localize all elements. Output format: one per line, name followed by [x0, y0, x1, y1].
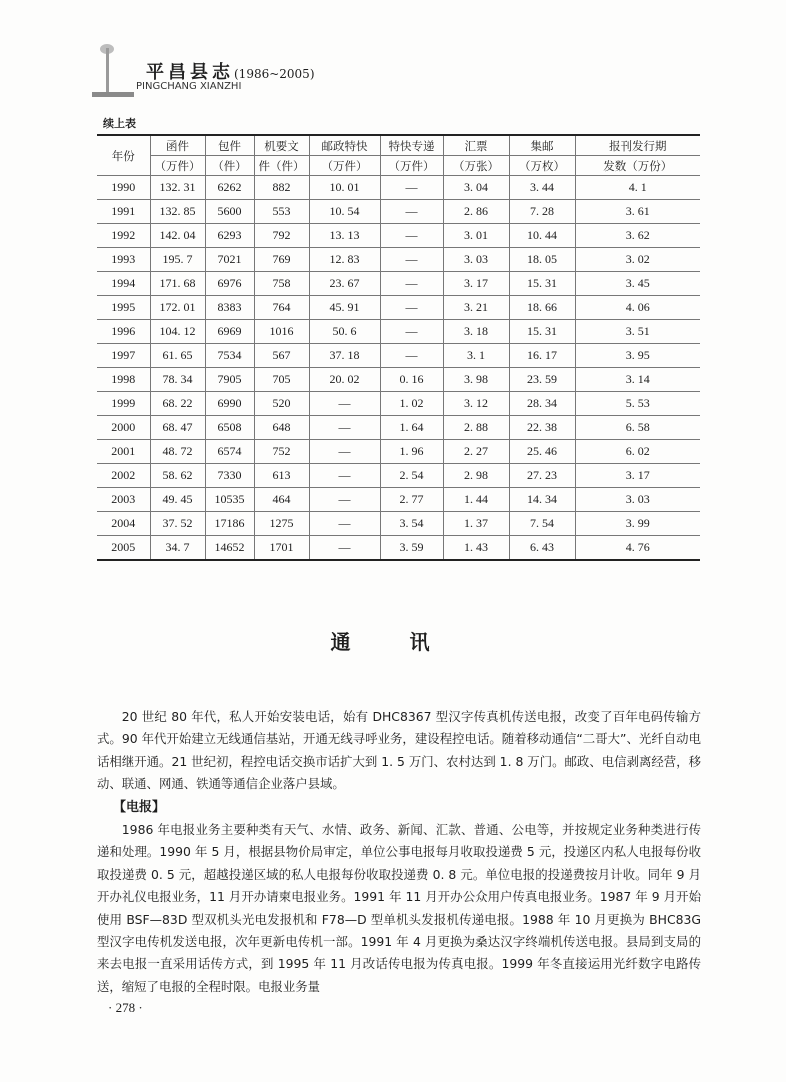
value-cell: 34. 7: [150, 536, 205, 561]
value-cell: 3. 45: [575, 272, 700, 296]
page-number: · 278 ·: [108, 1000, 143, 1015]
value-cell: —: [309, 464, 380, 488]
value-cell: 48. 72: [150, 440, 205, 464]
value-cell: 7021: [205, 248, 254, 272]
value-cell: 22. 38: [509, 416, 575, 440]
value-cell: 13. 13: [309, 224, 380, 248]
value-cell: —: [380, 272, 443, 296]
year-cell: 2004: [97, 512, 150, 536]
value-cell: 6574: [205, 440, 254, 464]
value-cell: 6. 58: [575, 416, 700, 440]
value-cell: 2. 27: [443, 440, 509, 464]
value-cell: 3. 95: [575, 344, 700, 368]
postal-statistics-table: [97, 134, 700, 561]
header-unit: 件（件）: [254, 156, 309, 176]
table-row: [97, 536, 700, 561]
value-cell: 882: [254, 176, 309, 200]
value-cell: 68. 22: [150, 392, 205, 416]
value-cell: 10. 01: [309, 176, 380, 200]
value-cell: 1. 02: [380, 392, 443, 416]
year-cell: 2001: [97, 440, 150, 464]
value-cell: 648: [254, 416, 309, 440]
value-cell: 4. 76: [575, 536, 700, 561]
value-cell: 3. 04: [443, 176, 509, 200]
value-cell: 6262: [205, 176, 254, 200]
value-cell: 23. 59: [509, 368, 575, 392]
value-cell: —: [309, 488, 380, 512]
value-cell: 15. 31: [509, 272, 575, 296]
value-cell: 6990: [205, 392, 254, 416]
value-cell: 10. 44: [509, 224, 575, 248]
book-years: (1986~2005): [234, 67, 315, 81]
table-row: [97, 488, 700, 512]
header-cell: 包件: [205, 135, 254, 156]
value-cell: —: [380, 344, 443, 368]
value-cell: 3. 21: [443, 296, 509, 320]
value-cell: 6976: [205, 272, 254, 296]
table-row: [97, 176, 700, 200]
table-row: [97, 248, 700, 272]
value-cell: 6293: [205, 224, 254, 248]
value-cell: 3. 54: [380, 512, 443, 536]
value-cell: 0. 16: [380, 368, 443, 392]
value-cell: 45. 91: [309, 296, 380, 320]
value-cell: 3. 44: [509, 176, 575, 200]
value-cell: 18. 66: [509, 296, 575, 320]
header-cell: 机要文: [254, 135, 309, 156]
value-cell: 7534: [205, 344, 254, 368]
value-cell: 78. 34: [150, 368, 205, 392]
header-cell: 集邮: [509, 135, 575, 156]
value-cell: 613: [254, 464, 309, 488]
value-cell: 15. 31: [509, 320, 575, 344]
value-cell: 16. 17: [509, 344, 575, 368]
year-cell: 1999: [97, 392, 150, 416]
value-cell: 1. 44: [443, 488, 509, 512]
value-cell: —: [380, 176, 443, 200]
value-cell: 3. 02: [575, 248, 700, 272]
year-cell: 2002: [97, 464, 150, 488]
table-row: [97, 224, 700, 248]
intro-text: 20 世纪 80 年代，私人开始安装电话，始有 DHC8367 型汉字传真机传送电报，改变了百年电码传输方式。90 年代开始建立无线通信基站，开通无线寻呼业务，建设程控电话。随着移动通信“二哥大”、光纤自动电话相继开通。21 世纪初，程控电话交换市话扩大到 1. 5 万门、农村达到 1. 8 万门。邮政、电信剥离经营，移动、联通、网通、铁通等通信企业落户县域。: [97, 709, 701, 792]
value-cell: 3. 17: [575, 464, 700, 488]
value-cell: 18. 05: [509, 248, 575, 272]
year-cell: 1992: [97, 224, 150, 248]
value-cell: 6. 43: [509, 536, 575, 561]
table-row: [97, 344, 700, 368]
table-row: [97, 440, 700, 464]
value-cell: 7. 54: [509, 512, 575, 536]
telegraph-paragraph: [97, 819, 701, 998]
year-cell: 1995: [97, 296, 150, 320]
year-cell: 2000: [97, 416, 150, 440]
header-unit: 发数（万份）: [575, 156, 700, 176]
value-cell: 1. 96: [380, 440, 443, 464]
value-cell: 1. 37: [443, 512, 509, 536]
header-unit: （万张）: [443, 156, 509, 176]
table-row: [97, 368, 700, 392]
value-cell: 6508: [205, 416, 254, 440]
table-caption: 续上表: [103, 117, 136, 130]
value-cell: 764: [254, 296, 309, 320]
table-row: [97, 392, 700, 416]
value-cell: 7. 28: [509, 200, 575, 224]
year-cell: 1991: [97, 200, 150, 224]
value-cell: —: [380, 296, 443, 320]
value-cell: 3. 14: [575, 368, 700, 392]
value-cell: 1016: [254, 320, 309, 344]
header-unit: （万枚）: [509, 156, 575, 176]
table-row: [97, 512, 700, 536]
value-cell: —: [380, 320, 443, 344]
logo-icon: [92, 40, 134, 96]
value-cell: 792: [254, 224, 309, 248]
value-cell: 3. 01: [443, 224, 509, 248]
year-cell: 2005: [97, 536, 150, 561]
value-cell: —: [309, 536, 380, 561]
header-cell: 特快专递: [380, 135, 443, 156]
value-cell: 3. 18: [443, 320, 509, 344]
table-header-row: [97, 156, 700, 176]
value-cell: 27. 23: [509, 464, 575, 488]
value-cell: 50. 6: [309, 320, 380, 344]
value-cell: 8383: [205, 296, 254, 320]
value-cell: 3. 98: [443, 368, 509, 392]
value-cell: 23. 67: [309, 272, 380, 296]
value-cell: 705: [254, 368, 309, 392]
value-cell: —: [380, 224, 443, 248]
value-cell: 25. 46: [509, 440, 575, 464]
value-cell: 132. 85: [150, 200, 205, 224]
value-cell: —: [380, 248, 443, 272]
table-row: [97, 200, 700, 224]
header-cell: 邮政特快: [309, 135, 380, 156]
telegraph-text: 1986 年电报业务主要种类有天气、水情、政务、新闻、汇款、普通、公电等，并按规定业务种类进行传递和处理。1990 年 5 月，根据县物价局审定，单位公事电报每月收取投递费 5 元，投递区内私人电报每份收取投递费 0. 5 元，超越投递区域的私人电报每份收取投递费 0. 8 元。单位电报的投递费按月计收。同年 9 月开办礼仪电报业务，11 月开办请柬电报业务。1991 年 11 月开办公众用户传真电报业务。1987 年 9 月开始使用 BSF—83D 型双机头光电发报机和 F78—D 型单机头发报机传递电报。1988 年 10 月更换为 BHC83G 型汉字电传机发送电报，次年更新电传机一部。1991 年 4 月更换为桑达汉字终端机传送电报。县局到支局的来去电报一直采用话传方式，到 1995 年 11 月改话传电报为传真电报。1999 年冬直接运用光纤数字电路传送，缩短了电报的全程时限。电报业务量: [97, 822, 701, 994]
value-cell: 1. 64: [380, 416, 443, 440]
value-cell: 171. 68: [150, 272, 205, 296]
table-row: [97, 464, 700, 488]
value-cell: 3. 03: [443, 248, 509, 272]
value-cell: 4. 1: [575, 176, 700, 200]
value-cell: 3. 1: [443, 344, 509, 368]
table-row: [97, 272, 700, 296]
value-cell: 58. 62: [150, 464, 205, 488]
value-cell: 68. 47: [150, 416, 205, 440]
value-cell: 1275: [254, 512, 309, 536]
value-cell: 195. 7: [150, 248, 205, 272]
value-cell: 10. 54: [309, 200, 380, 224]
value-cell: 132. 31: [150, 176, 205, 200]
value-cell: 553: [254, 200, 309, 224]
value-cell: —: [309, 392, 380, 416]
value-cell: 758: [254, 272, 309, 296]
header-unit: （万件）: [150, 156, 205, 176]
header-cell: 函件: [150, 135, 205, 156]
value-cell: 61. 65: [150, 344, 205, 368]
value-cell: 2. 88: [443, 416, 509, 440]
value-cell: 5. 53: [575, 392, 700, 416]
year-cell: 1993: [97, 248, 150, 272]
value-cell: 5600: [205, 200, 254, 224]
value-cell: 4. 06: [575, 296, 700, 320]
year-cell: 1996: [97, 320, 150, 344]
book-subtitle: PINGCHANG XIANZHI: [136, 81, 242, 92]
value-cell: 172. 01: [150, 296, 205, 320]
value-cell: 12. 83: [309, 248, 380, 272]
book-title-text: 平昌县志: [146, 62, 234, 83]
value-cell: 567: [254, 344, 309, 368]
year-cell: 1990: [97, 176, 150, 200]
value-cell: 37. 18: [309, 344, 380, 368]
value-cell: 3. 03: [575, 488, 700, 512]
value-cell: 10535: [205, 488, 254, 512]
year-cell: 1994: [97, 272, 150, 296]
value-cell: 7905: [205, 368, 254, 392]
header-unit: （万件）: [380, 156, 443, 176]
value-cell: 142. 04: [150, 224, 205, 248]
value-cell: 3. 61: [575, 200, 700, 224]
value-cell: 37. 52: [150, 512, 205, 536]
value-cell: 104. 12: [150, 320, 205, 344]
value-cell: 2. 98: [443, 464, 509, 488]
value-cell: 3. 17: [443, 272, 509, 296]
intro-paragraph: [97, 706, 701, 796]
value-cell: —: [380, 200, 443, 224]
section-title: 通 讯: [330, 630, 456, 654]
value-cell: 14652: [205, 536, 254, 561]
year-cell: 1998: [97, 368, 150, 392]
value-cell: 2. 54: [380, 464, 443, 488]
value-cell: 769: [254, 248, 309, 272]
value-cell: 6. 02: [575, 440, 700, 464]
value-cell: 1701: [254, 536, 309, 561]
value-cell: —: [309, 440, 380, 464]
table-row: [97, 320, 700, 344]
value-cell: 2. 77: [380, 488, 443, 512]
value-cell: 752: [254, 440, 309, 464]
value-cell: 6969: [205, 320, 254, 344]
value-cell: 464: [254, 488, 309, 512]
value-cell: 1. 43: [443, 536, 509, 561]
header-cell: 汇票: [443, 135, 509, 156]
value-cell: 2. 86: [443, 200, 509, 224]
value-cell: —: [309, 416, 380, 440]
value-cell: 3. 12: [443, 392, 509, 416]
header-unit: （件）: [205, 156, 254, 176]
year-cell: 2003: [97, 488, 150, 512]
table-row: [97, 296, 700, 320]
value-cell: 49. 45: [150, 488, 205, 512]
year-cell: 1997: [97, 344, 150, 368]
value-cell: 7330: [205, 464, 254, 488]
value-cell: 520: [254, 392, 309, 416]
table-header-row: [97, 135, 700, 156]
value-cell: 14. 34: [509, 488, 575, 512]
value-cell: 17186: [205, 512, 254, 536]
header-cell: 报刊发行期: [575, 135, 700, 156]
subheading-telegraph: 【电报】: [113, 800, 166, 815]
value-cell: 3. 62: [575, 224, 700, 248]
value-cell: 20. 02: [309, 368, 380, 392]
value-cell: 3. 51: [575, 320, 700, 344]
value-cell: —: [309, 512, 380, 536]
value-cell: 28. 34: [509, 392, 575, 416]
value-cell: 3. 99: [575, 512, 700, 536]
header-year: 年份: [97, 135, 150, 176]
table-row: [97, 416, 700, 440]
header-unit: （万件）: [309, 156, 380, 176]
value-cell: 3. 59: [380, 536, 443, 561]
